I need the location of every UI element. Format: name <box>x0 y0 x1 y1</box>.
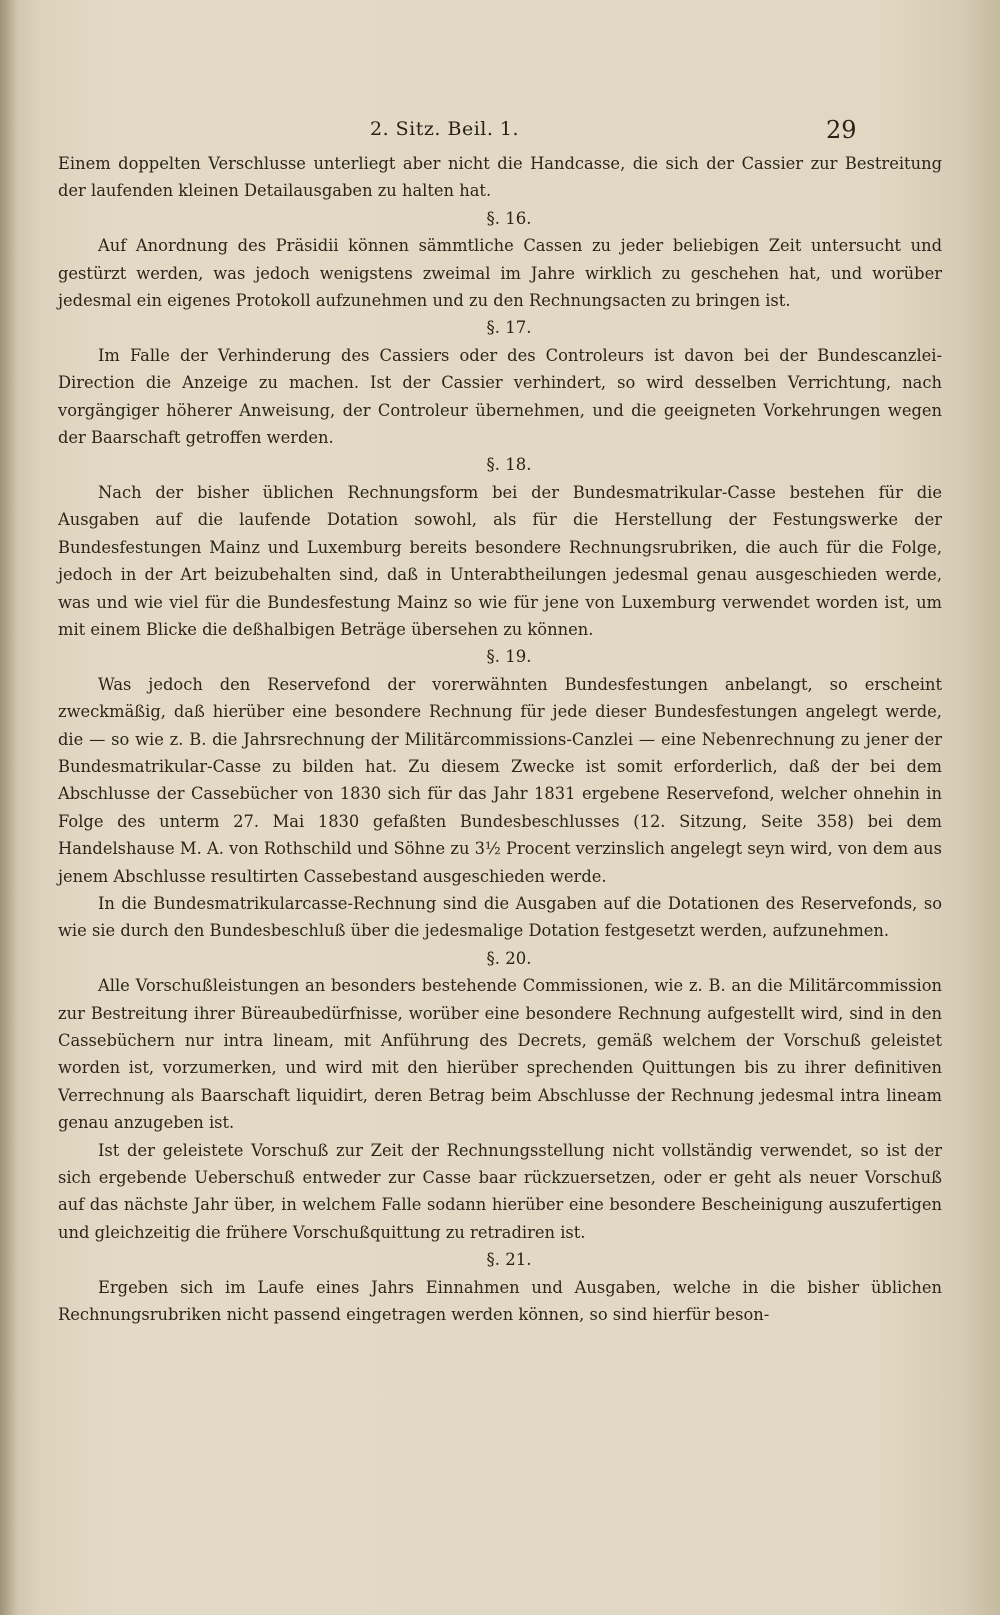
section-19-heading: §. 19. <box>486 647 532 667</box>
section-20-heading: §. 20. <box>486 948 532 968</box>
section-19-paragraph-1: Was jedoch den Reservefond der vorerwähnten Bundesfestungen anbelangt, so erscheint zweckmäßig, daß hierüber eine besondere Rechnung für jede dieser Bundesfestungen angelegt werde, die — so wie z. B. die Jahrsrechnung der Militärcommissions-Canzlei — eine Nebenrechnung zu jener der Bundesmatrikular-Casse zu bilden hat. Zu diesem Zwecke ist somit erforderlich, daß der bei dem Abschlusse der Cassebücher von 1830 sich für das Jahr 1831 ergebene Reservefond, welcher ohnehin in Folge des unterm 27. Mai 1830 gefaßten Bundesbeschlusses (12. Sitzung, Seite 358) bei dem Handelshause M. A. von Rothschild und Söhne zu 3½ Procent verzinslich angelegt seyn wird, von dem aus jenem Abschlusse resultirten Cassebestand ausgeschieden werde. <box>58 674 942 886</box>
section-21-paragraph: Ergeben sich im Laufe eines Jahrs Einnahmen und Ausgaben, welche in die bisher üblichen Rechnungsrubriken nicht passend eingetragen werden können, so sind hierfür beson- <box>58 1277 942 1325</box>
section-20-paragraph-2: Ist der geleistete Vorschuß zur Zeit der Rechnungsstellung nicht vollständig verwendet, so ist der sich ergebende Ueberschuß entweder zur Casse baar rückzuersetzen, oder er geht als neuer Vorschuß auf das nächste Jahr über, in welchem Falle sodann hierüber eine besondere Bescheinigung auszufertigen und gleichzeitig die frühere Vorschußquittung zu retradiren ist. <box>58 1140 942 1242</box>
paragraph-intro: Einem doppelten Verschlusse unterliegt aber nicht die Handcasse, die sich der Cassier zur Bestreitung der laufenden kleinen Detailausgaben zu halten hat. <box>58 154 942 201</box>
section-21-heading: §. 21. <box>486 1250 532 1270</box>
section-18-paragraph: Nach der bisher üblichen Rechnungsform bei der Bundesmatrikular-Casse bestehen für die Ausgaben auf die laufende Dotation sowohl, als für die Herstellung der Festungswerke der Bundesfestungen Mainz und Luxemburg bereits besondere Rechnungsrubriken, die auch für die Folge, jedoch in der Art beizubehalten sind, daß in Unterabtheilungen jedesmal genau ausgeschieden werde, was und wie viel für die Bundesfestung Mainz so wie für jene von Luxemburg verwendet worden ist, um mit einem Blicke die deßhalbigen Beträge übersehen zu können. <box>58 482 942 639</box>
running-head: 2. Sitz. Beil. 1. <box>370 118 520 140</box>
section-16-paragraph: Auf Anordnung des Präsidii können sämmtliche Cassen zu jeder beliebigen Zeit untersucht und gestürzt werden, was jedoch wenigstens zweimal im Jahre wirklich zu geschehen hat, und worüber jedesmal ein eigenes Protokoll aufzunehmen und zu den Rechnungsacten zu bringen ist. <box>58 236 942 311</box>
page-header <box>0 116 1000 146</box>
section-16-heading: §. 16. <box>486 208 532 228</box>
section-18-heading: §. 18. <box>486 455 532 475</box>
page-number: 29 <box>826 116 857 144</box>
body-text <box>58 150 942 1328</box>
section-19-paragraph-2: In die Bundesmatrikularcasse-Rechnung sind die Ausgaben auf die Dotationen des Reservefonds, so wie sie durch den Bundesbeschluß über die jedesmalige Dotation festgesetzt werden, aufzunehmen. <box>58 893 942 941</box>
binding-shadow <box>0 0 18 1615</box>
section-17-paragraph: Im Falle der Verhinderung des Cassiers oder des Controleurs ist davon bei der Bundescanzlei-Direction die Anzeige zu machen. Ist der Cassier verhindert, so wird desselben Verrichtung, nach vorgängiger höherer Anweisung, der Controleur übernehmen, und die geeigneten Vorkehrungen wegen der Baarschaft getroffen werden. <box>58 345 942 448</box>
section-20-paragraph-1: Alle Vorschußleistungen an besonders bestehende Commissionen, wie z. B. an die Militärcommission zur Bestreitung ihrer Büreaubedürfnisse, worüber eine besondere Rechnung aufgestellt wird, sind in den Cassebüchern nur intra lineam, mit Anführung des Decrets, gemäß welchem der Vorschuß geleistet worden ist, vorzumerken, und wird mit den hierüber sprechenden Quittungen bis zu ihrer definitiven Verrechnung als Baarschaft liquidirt, deren Betrag beim Abschlusse der Rechnung jedesmal intra lineam genau anzugeben ist. <box>58 976 942 1133</box>
section-17-heading: §. 17. <box>486 318 532 338</box>
